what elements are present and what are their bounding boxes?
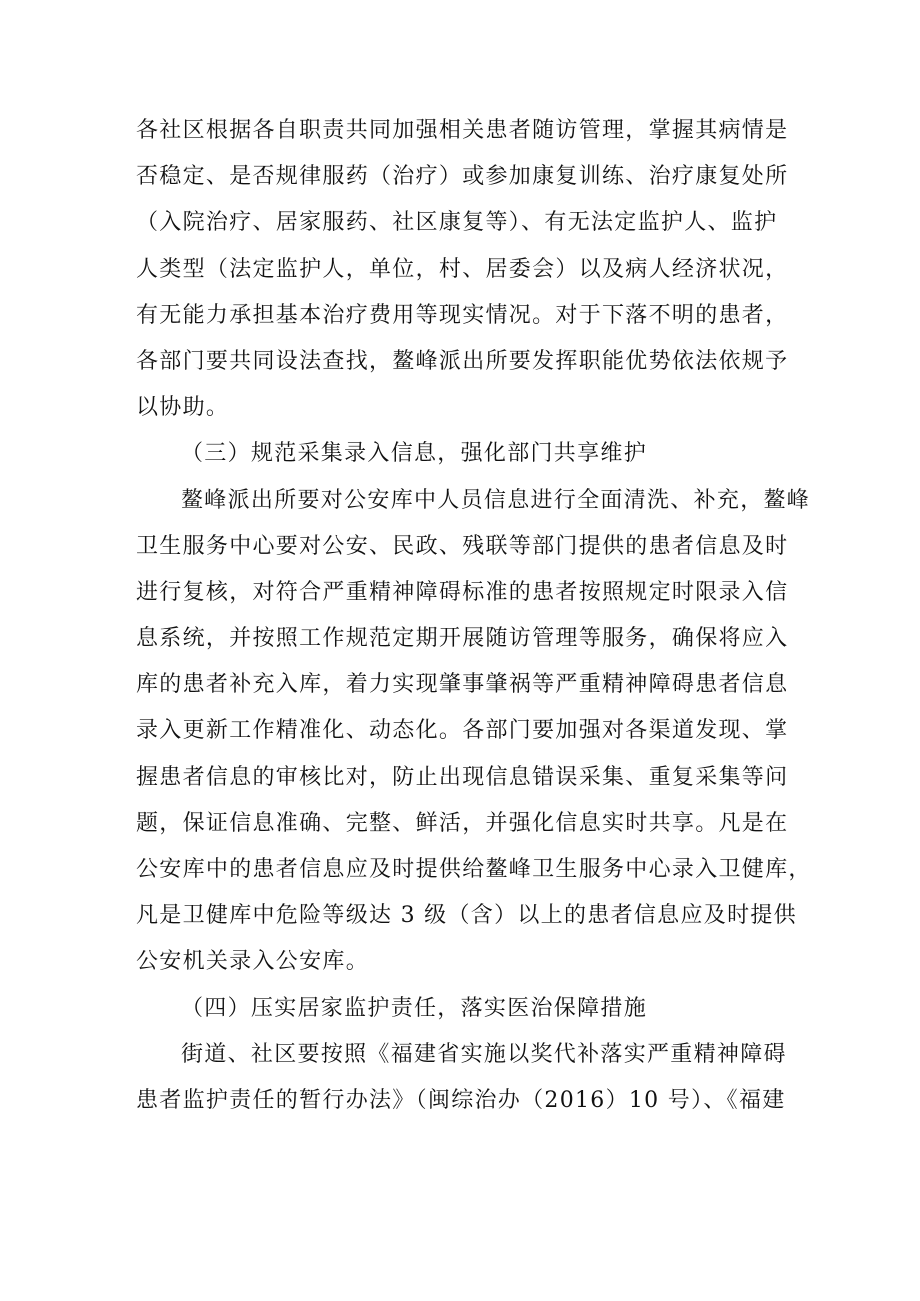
section-heading-3: （三）规范采集录入信息，强化部门共享维护 (181, 441, 648, 467)
paragraph-line: 患者监护责任的暂行办法》（闽综治办（2016）10 号）、《福建 (136, 1087, 786, 1113)
paragraph-line: 各社区根据各自职责共同加强相关患者随访管理，掌握其病情是 (136, 118, 789, 143)
paragraph-line: 鳌峰派出所要对公安库中人员信息进行全面清洗、补充，鳌峰 (181, 487, 811, 513)
paragraph-line: 人类型（法定监护人，单位，村、居委会）以及病人经济状况， (136, 256, 789, 282)
paragraph-line: 题，保证信息准确、完整、鲜活，并强化信息实时共享。凡是在 (136, 810, 789, 836)
paragraph-line: 街道、社区要按照《福建省实施以奖代补落实严重精神障碍 (181, 1041, 787, 1067)
paragraph-line: 否稳定、是否规律服药（治疗）或参加康复训练、治疗康复处所 (136, 164, 789, 190)
paragraph-line: 以协助。 (136, 395, 230, 421)
document-body (136, 108, 812, 1124)
paragraph-line: 握患者信息的审核比对，防止出现信息错误采集、重复采集等问 (136, 764, 789, 790)
paragraph-line: 公安机关录入公安库。 (136, 949, 370, 975)
paragraph-line: （入院治疗、居家服药、社区康复等）、有无法定监护人、监护 (136, 210, 778, 236)
paragraph-line: 进行复核，对符合严重精神障碍标准的患者按照规定时限录入信 (136, 579, 789, 605)
paragraph-line: 录入更新工作精准化、动态化。各部门要加强对各渠道发现、掌 (136, 718, 789, 744)
paragraph-line: 息系统，并按照工作规范定期开展随访管理等服务，确保将应入 (136, 626, 789, 652)
paragraph-line: 凡是卫健库中危险等级达 3 级（含）以上的患者信息应及时提供 (136, 903, 797, 929)
paragraph-line: 各部门要共同设法查找，鳌峰派出所要发挥职能优势依法依规予 (136, 348, 789, 374)
paragraph-line: 有无能力承担基本治疗费用等现实情况。对于下落不明的患者， (136, 302, 789, 328)
section-heading-4: （四）压实居家监护责任，落实医治保障措施 (181, 995, 648, 1021)
paragraph-line: 公安库中的患者信息应及时提供给鳌峰卫生服务中心录入卫健库， (136, 857, 812, 882)
paragraph-line: 卫生服务中心要对公安、民政、残联等部门提供的患者信息及时 (136, 533, 789, 559)
paragraph-line: 库的患者补充入库，着力实现肇事肇祸等严重精神障碍患者信息 (136, 672, 789, 698)
